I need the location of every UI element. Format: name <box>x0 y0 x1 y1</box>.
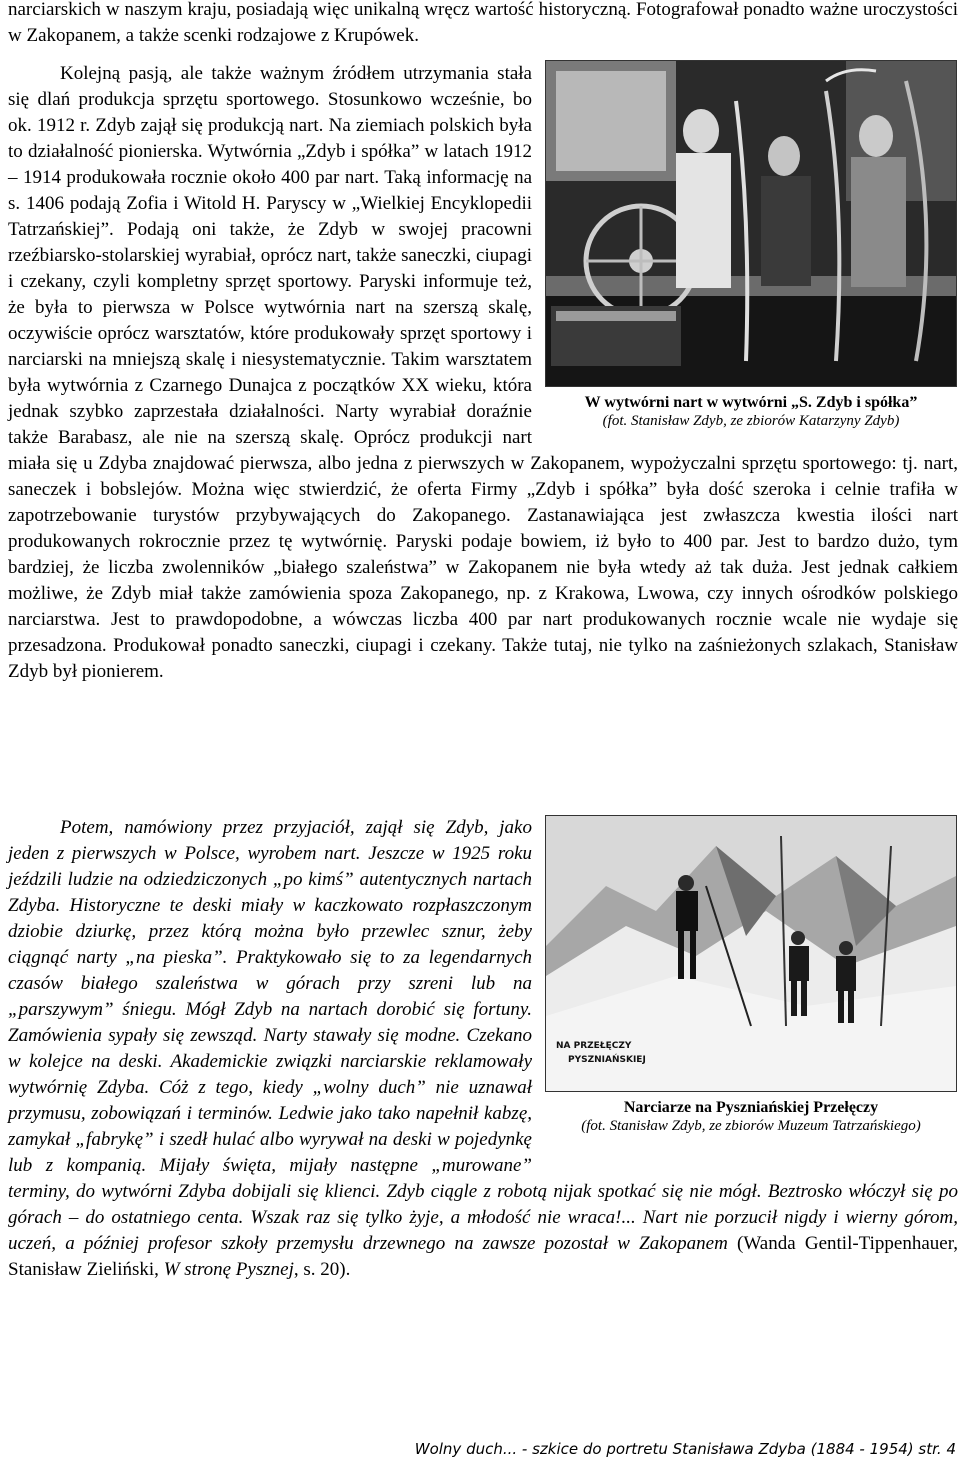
intro-paragraph <box>8 0 958 49</box>
figure-spacer <box>546 61 958 446</box>
citation-book-title: W stronę Pysznej <box>163 1259 294 1280</box>
photo-handwritten-label-line1: NA PRZEŁĘCZY <box>556 1041 632 1051</box>
main-paragraph <box>8 61 958 685</box>
figure-spacer <box>546 815 958 1165</box>
photo-handwritten-label-line2: PYSZNIAŃSKIEJ <box>568 1055 646 1065</box>
quote-text: Potem, namówiony przez przyjaciół, zajął się Zdyb, jako jeden z pierwszych w Polsce, wyrobem nart. Jeszcze w 1925 roku jeździli ludzie na odziedziczonych „po kimś” autentycznych nartach Zdyba. Historyczne te deski miały w kaczkowato rozpłaszczonym dziobie dziurkę, przez którą można było przewlec sznur, żeby ciągnąć narty „na pieska”. Praktykowało się to za legendarnych czasów białego szaleństwa w górach przy szreni lub na „parszywym” śniegu. Mógł Zdyb na nartach dorobić się fortuny. Zamówienia sypały się zewsząd. Narty stawały się modne. Czekano w kolejce na deski. Akademickie związki narciarskie reklamowały wytwórnię Zdyba. Cóż z tego, kiedy „wolny duch” nie uznawał przymusu, zobowiązań i terminów. Ledwie jako tako napełnił kabzę, zamykał „fabrykę” i szedł hulać albo wyrywał na deski w pojedynkę lub z kompanią. Mijały święta, mijały następne „murowane” terminy, do wytwórni Zdyba dobijali się klienci. Zdyb ciągle z robotą nijak spotkać się nie mógł. Beztrosko włóczył się po górach – do ostatniego centa. Wszak raz się tylko żyje, a młodość nie wraca!... Nart nie porzucił nigdy i wierny górom, uczeń, a później profesor szkoły przemysłu drzewnego na zawsze pozostał w Zakopanem <box>8 817 958 1254</box>
caption-title: Narciarze na Pyszniańskiej Przełęczy <box>623 1099 879 1116</box>
page-number: str. 4 <box>918 1440 956 1458</box>
quote-paragraph <box>8 815 958 1283</box>
main-text: Kolejną pasją, ale także ważnym źródłem utrzymania stała się dlań produkcja sprzętu sportowego. Stosunkowo wcześnie, bo ok. 1912 r. Zdyb zajął się produkcją nart. Na ziemiach polskich była to działalność pionierska. Wytwórnia „Zdyb i spółka” w latach 1912 – 1914 produkowała rocznie około 400 par nart. Taką informację na s. 1406 podają Zofia i Witold H. Paryscy w „Wielkiej Encyklopedii Tatrzańskiej”. Podają oni także, że Zdyb w swojej pracowni rzeźbiarsko-stolarskiej wyrabiał, oprócz nart, także saneczki, ciupagi i czekany, czyli kompletny sprzęt sportowy. Paryski informuje też, że była to pierwsza w Polsce wytwórnia nart na szerszą skalę, oczywiście oprócz warsztatów, które produkowały sprzęt sportowy i narciarski na mniejszą skalę i niesystematycznie. Takim warsztatem była wytwórnia z Czarnego Dunajca z początków XX wieku, która jednak szybko zaprzestała działalności. Narty wyrabiał doraźnie także Barabasz, ale nie na szerszą skalę. Oprócz produkcji nart miała się u Zdyba znajdować pierwsza, albo jedna z pierwszych w Zakopanem, wypożyczalni sprzętu sportowego: tj. nart, saneczek i bobslejów. Można więc stwierdzić, że oferta Firmy „Zdyb i spółka” była dość szeroka i celnie trafiła w zapotrzebowanie turystów przybywających do Zakopanego. Zastanawiająca jest zwłaszcza kwestia ilości nart produkowanych rokrocznie przez tę wytwórnię. Paryski podaje bowiem, iż było to 400 par. Jest to bardzo dużo, tym bardziej, że liczba zwolenników „białego szaleństwa” w Zakopanem nie była wtedy aż tak duża. Jest jednak całkiem możliwe, że Zdyb miał także zamówienia spoza Zakopanego, np. z Krakowa, Lwowa, czy innych ośrodków polskiego narciarstwa. Jest to prawdopodobne, a wówczas liczba 400 par nart produkowanych rocznie wcale nie wydaje się przesadzona. Produkował ponadto saneczki, ciupagi i czekany. Także tutaj, nie tylko na zaśnieżonych szlakach, Stanisław Zdyb był pionierem. <box>8 63 958 682</box>
citation-page: , s. 20). <box>293 1259 351 1280</box>
caption-title: W wytwórni nart w wytwórni „S. Zdyb i spółka” <box>584 394 918 411</box>
page-footer <box>380 1440 956 1458</box>
footer-running-title: Wolny duch... - szkice do portretu Stanisława Zdyba (1884 - 1954) <box>414 1440 914 1458</box>
caption-credit: (fot. Stanisław Zdyb, ze zbiorów Muzeum Tatrzańskiego) <box>581 1118 921 1134</box>
intro-text: narciarskich w naszym kraju, posiadają więc unikalną wręcz wartość historyczną. Fotografował ponadto ważne uroczystości w Zakopanem, a także scenki rodzajowe z Krupówek. <box>8 0 958 46</box>
caption-credit: (fot. Stanisław Zdyb, ze zbiorów Katarzyny Zdyb) <box>602 413 900 429</box>
citation-authors: (Wanda Gentil-Tippenhauer, Stanisław Zieliński, <box>8 1233 959 1280</box>
